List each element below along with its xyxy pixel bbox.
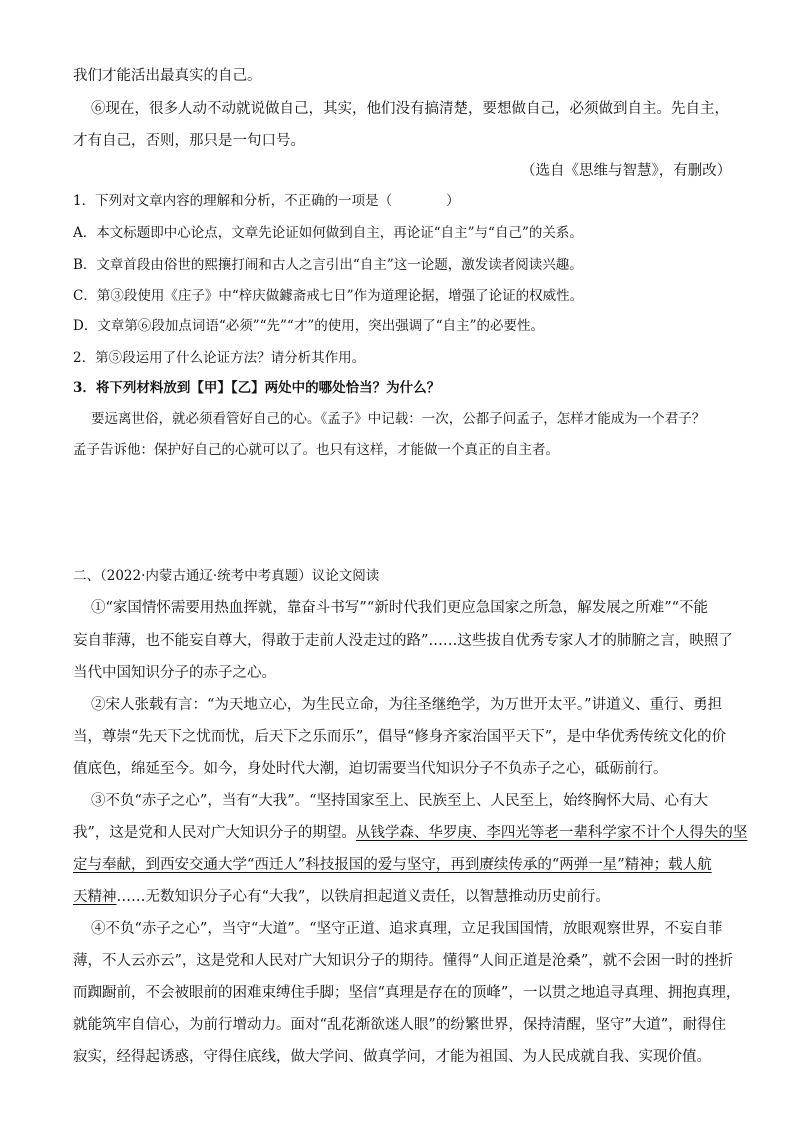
paragraph-6-line-2: 才有自己，否则，那只是一句口号。 xyxy=(73,133,305,149)
p3-underlined-text-end: 天精神 xyxy=(73,889,117,905)
question-1: 1．下列对文章内容的理解和分析，不正确的一项是（ ） xyxy=(73,193,460,209)
s2-paragraph-1-line-1: ①“家国情怀需要用热血挥就，靠奋斗书写”“新时代我们更应急国家之所急，解发展之所难”“不能 xyxy=(91,600,709,616)
paragraph-line: 我们才能活出最真实的自己。 xyxy=(73,68,262,84)
s2-paragraph-4-line-1: ④不负“赤子之心”，当守“大道”。“坚守正道、追求真理，立足我国国情，放眼观察世界，不妄自菲 xyxy=(91,921,723,937)
s2-paragraph-3-line-4 xyxy=(73,887,610,907)
s2-paragraph-4-line-4: 就能筑牢自信心，为前行增动力。面对“乱花渐欲迷人眼”的纷繁世界，保持清醒，坚守”大道”，耐得住 xyxy=(73,1017,727,1033)
s2-paragraph-4-line-5: 寂实，经得起诱惑，守得住底线，做大学问、做真学问，才能为祖国、为人民成就自我、实现价值。 xyxy=(73,1049,711,1065)
source-citation: （选自《思维与智慧》，有删改） xyxy=(521,163,732,179)
s2-paragraph-3-line-2 xyxy=(73,823,747,843)
question-2: 2．第⑤段运用了什么论证方法？请分析其作用。 xyxy=(73,350,366,366)
option-c: C．第③段使用《庄子》中“梓庆做鐻斋戒七日”作为道理论据，增强了论证的权威性。 xyxy=(73,288,584,304)
s2-paragraph-1-line-3: 当代中国知识分子的赤子之心。 xyxy=(73,665,276,681)
option-d: D．文章第⑥段加点词语“必须”“先”“才”的使用，突出强调了“自主”的必要性。 xyxy=(73,318,545,334)
s2-paragraph-4-line-3: 而踟蹰前，不会被眼前的困难束缚住手脚；坚信“真理是存在的顶峰”，一以贯之地追寻真理、拥抱真理， xyxy=(73,985,741,1001)
section-2-heading: 二、（2022·内蒙古通辽·统考中考真题）议论文阅读 xyxy=(73,568,380,584)
option-a: A．本文标题即中心论点，文章先论证如何做到自主，再论证“自主”与“自己”的关系。 xyxy=(73,225,583,241)
s2-paragraph-1-line-2: 妄自菲薄，也不能妄自尊大，得敢于走前人没走过的路”……这些拔自优秀专家人才的肺腑之言，映照了 xyxy=(73,633,733,649)
paragraph-6-line-1: ⑥现在，很多人动不动就说做自己，其实，他们没有搞清楚，要想做自己，必须做到自主。先自主， xyxy=(91,101,729,117)
s2-paragraph-4-line-2: 薄，不人云亦云”，这是党和人民对广大知识分子的期待。懂得“人间正道是沧桑”，就不会困一时的挫折 xyxy=(73,953,734,969)
p3-text-end: ……无数知识分子心有“大我”，以铁肩担起道义责任，以智慧推动历史前行。 xyxy=(116,889,610,905)
s2-paragraph-3-line-3: 定与奉献，到西安交通大学“西迁人”科技报国的爱与坚守，再到赓续传承的“两弹一星”精神；载人航 xyxy=(73,857,712,873)
s2-paragraph-2-line-2: 当，尊崇“先天下之忧而忧，后天下之乐而乐”，倡导“修身齐家治国平天下”，是中华优秀传统文化的价 xyxy=(73,729,727,745)
option-b: B．文章首段由俗世的熙攘打闹和古人之言引出“自主”这一论题，激发读者阅读兴趣。 xyxy=(73,257,583,273)
p3-underlined-text: 从钱学森、华罗庚、李四光等老一辈科学家不计个人得失的坚 xyxy=(355,825,748,841)
s2-paragraph-2-line-3: 值底色，绵延至今。如今，身处时代大潮，迫切需要当代知识分子不负赤子之心，砥砺前行。 xyxy=(73,761,668,777)
s2-paragraph-3-line-1: ③不负“赤子之心”，当有“大我”。“坚持国家至上、民族至上、人民至上，始终胸怀大局、心有大 xyxy=(91,793,709,809)
s2-paragraph-2-line-1: ②宋人张载有言：“为天地立心，为生民立命，为往圣继绝学，为万世开太平。”讲道义、重行、勇担 xyxy=(91,697,723,713)
material-line-1: 要远离世俗，就必须看管好自己的心。《孟子》中记载：一次，公都子问孟子，怎样才能成为一个君子？ xyxy=(91,411,706,427)
material-line-2: 孟子告诉他：保护好自己的心就可以了。也只有这样，才能做一个真正的自主者。 xyxy=(73,442,559,458)
p3-text: 我”，这是党和人民对广大知识分子的期望。 xyxy=(73,825,356,841)
question-3: 3．将下列材料放到【甲】【乙】两处中的哪处恰当？为什么？ xyxy=(73,380,441,396)
